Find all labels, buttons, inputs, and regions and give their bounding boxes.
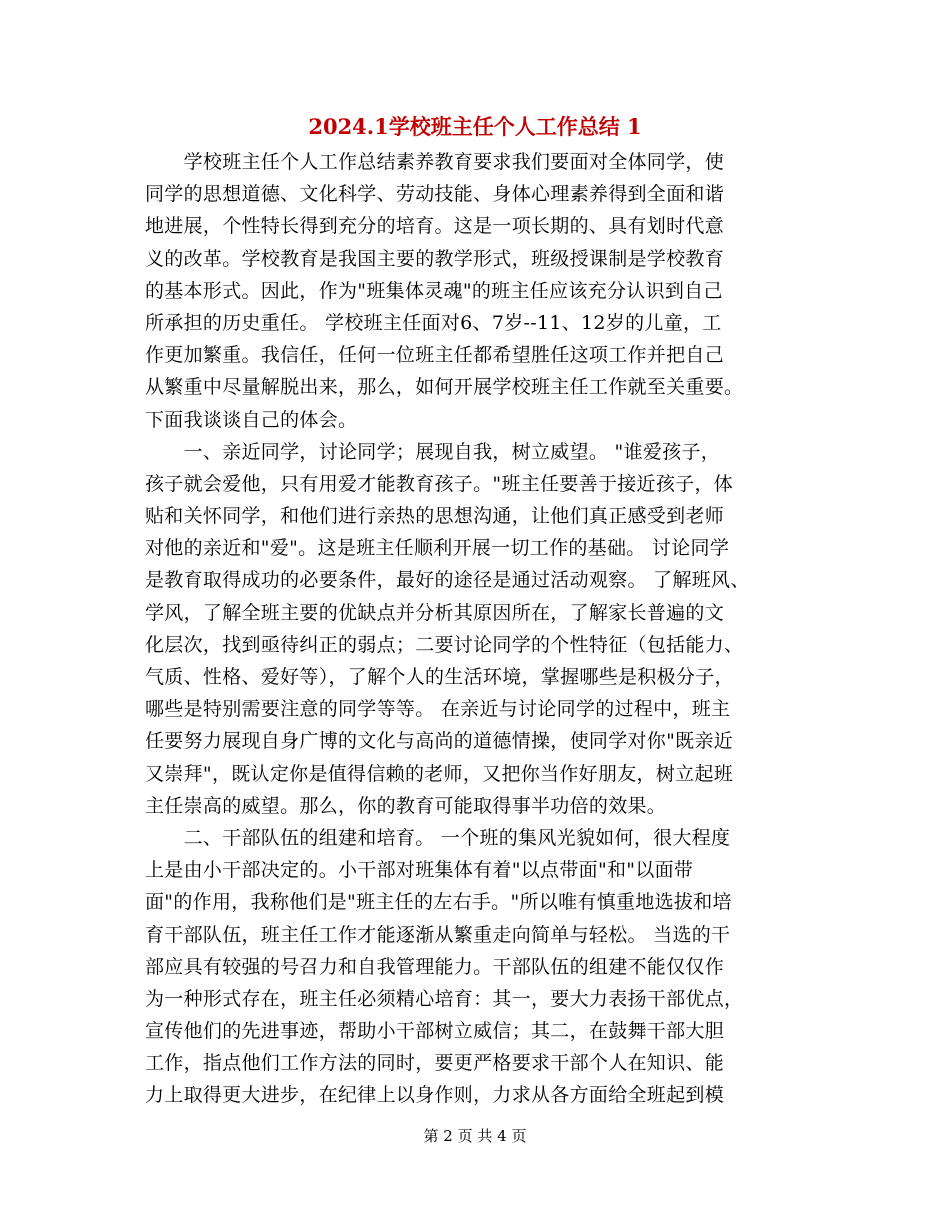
body-line: 孩子就会爱他，只有用爱才能教育孩子。"班主任要善于接近孩子，体 [145,472,734,495]
body-line: 任要努力展现自身广博的文化与高尚的道德情操，使同学对你"既亲近 [145,730,734,753]
body-line: 地进展，个性特长得到充分的培育。这是一项长期的、具有划时代意 [145,215,725,238]
body-line: 力上取得更大进步，在纪律上以身作则，力求从各方面给全班起到模 [145,1084,725,1107]
body-line: 主任崇高的威望。那么，你的教育可能取得事半功倍的效果。 [145,794,667,817]
body-line: 从繁重中尽量解脱出来，那么，如何开展学校班主任工作就至关重要。 [145,376,744,399]
document-title: 2024.1学校班主任个人工作总结 1 [308,114,642,139]
body-line: 面"的作用，我称他们是"班主任的左右手。"所以唯有慎重地选拔和培 [145,891,732,914]
body-line: 部应具有较强的号召力和自我管理能力。干部队伍的组建不能仅仅作 [145,955,725,978]
body-line: 贴和关怀同学，和他们进行亲热的思想沟通，让他们真正感受到老师 [145,505,725,528]
body-line: 下面我谈谈自己的体会。 [145,408,358,431]
document-body [145,146,825,1112]
body-line: 化层次，找到亟待纠正的弱点；二要讨论同学的个性特征（包括能力、 [145,633,744,656]
body-line: 一、亲近同学，讨论同学；展现自我，树立威望。 "谁爱孩子， [145,440,721,463]
body-line: 哪些是特别需要注意的同学等等。 在亲近与讨论同学的过程中，班主 [145,698,731,721]
page-number-footer: 第 2 页 共 4 页 [423,1127,527,1145]
body-line: 为一种形式存在，班主任必须精心培育：其一，要大力表扬干部优点， [145,987,744,1010]
body-line: 作更加繁重。我信任，任何一位班主任都希望胜任这项工作并把自己 [145,344,725,367]
body-line: 学校班主任个人工作总结素养教育要求我们要面对全体同学，使 [145,151,725,173]
body-line: 学风，了解全班主要的优缺点并分析其原因所在，了解家长普遍的文 [145,601,725,624]
body-line: 同学的思想道德、文化科学、劳动技能、身体心理素养得到全面和谐 [145,183,725,206]
body-line: 又崇拜"，既认定你是值得信赖的老师，又把你当作好朋友，树立起班 [145,762,734,785]
body-line: 上是由小干部决定的。小干部对班集体有着"以点带面"和"以面带 [145,859,694,882]
body-line: 工作，指点他们工作方法的同时，要更严格要求干部个人在知识、能 [145,1052,725,1075]
body-line: 是教育取得成功的必要条件，最好的途径是通过活动观察。 了解班风、 [145,569,750,592]
body-line: 对他的亲近和"爱"。这是班主任顺利开展一切工作的基础。 讨论同学 [145,537,730,560]
body-line: 的基本形式。因此，作为"班集体灵魂"的班主任应该充分认识到自己 [145,279,723,302]
body-line: 二、干部队伍的组建和培育。 一个班的集风光貌如何，很大程度 [145,826,731,849]
body-line: 义的改革。学校教育是我国主要的教学形式，班级授课制是学校教育 [145,247,725,270]
body-line: 所承担的历史重任。 学校班主任面对6、7岁--11、12岁的儿童，工 [145,311,722,334]
body-line: 宣传他们的先进事迹，帮助小干部树立威信；其二，在鼓舞干部大胆 [145,1020,725,1043]
body-line: 育干部队伍，班主任工作才能逐渐从繁重走向简单与轻松。 当选的干 [145,923,731,946]
body-line: 气质、性格、爱好等），了解个人的生活环境，掌握哪些是积极分子， [145,666,734,688]
